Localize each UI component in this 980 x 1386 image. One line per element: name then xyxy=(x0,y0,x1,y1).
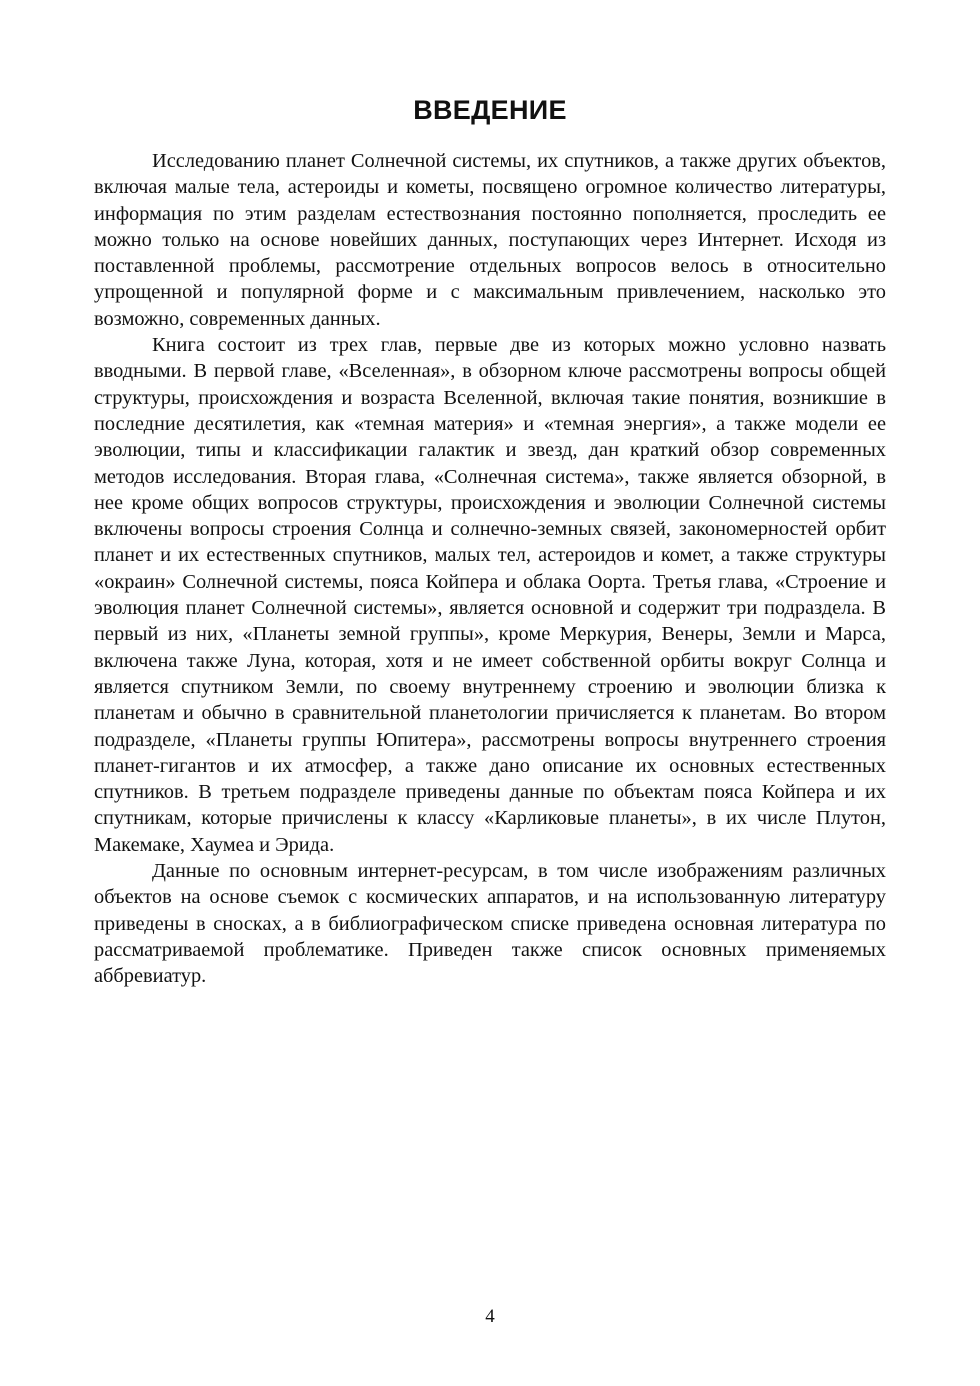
body-text xyxy=(94,148,886,990)
page-number: 4 xyxy=(485,1306,495,1327)
paragraph-intro: Исследованию планет Солнечной системы, их спутников, а также других объектов, включая малые тела, астероиды и кометы, посвящено огромное количество литературы, информация по этим разделам естествознания постоянно пополняется, проследить ее можно только на основе новейших данных, поступающих через Интернет. Исходя из поставленной проблемы, рассмотрение отдельных вопросов велось в относительно упрощенной и популярной форме и с максимальным привлечением, насколько это возможно, современных данных. xyxy=(94,150,886,330)
paragraph-book-structure: Книга состоит из трех глав, первые две из которых можно условно назвать вводными. В первой главе, «Вселенная», в обзорном ключе рассмотрены вопросы общей структуры, происхождения и возраста Вселенной, включая такие понятия, возникшие в последние десятилетия, как «темная материя» и «темная энергия», а также модели ее эволюции, типы и классификации галактик и звезд, дан краткий обзор современных методов исследования. Вторая глава, «Солнечная система», также является обзорной, в нее кроме общих вопросов структуры, происхождения и эволюции Солнечной системы включены вопросы строения Солнца и солнечно-земных связей, закономерностей орбит планет и их естественных спутников, малых тел, астероидов и комет, а также структуры «окраин» Солнечной системы, пояса Койпера и облака Оорта. Третья глава, «Строение и эволюция планет Солнечной системы», является основной и содержит три подраздела. В первый из них, «Планеты земной группы», кроме Меркурия, Венеры, Земли и Марса, включена также Луна, которая, хотя и не имеет собственной орбиты вокруг Солнца и является спутником Земли, по своему внутреннему строению и эволюции близка к планетам и обычно в сравнительной планетологии причисляется к планетам. Во втором подразделе, «Планеты группы Юпитера», рассмотрены вопросы внутреннего строения планет-гигантов и их атмосфер, а также дано описание их основных естественных спутников. В третьем подразделе приведены данные по объектам пояса Койпера и их спутникам, которые причислены к классу «Карликовые планеты», в их числе Плутон, Макемаке, Хаумеа и Эрида. xyxy=(94,334,886,856)
paragraph-sources: Данные по основным интернет-ресурсам, в том числе изображениям различных объектов на основе съемок с космических аппаратов, и на использованную литературу приведены в сносках, а в библиографическом списке приведена основная литература по рассматриваемой проблематике. Приведен также список основных применяемых аббревиатур. xyxy=(94,860,886,988)
page-title: ВВЕДЕНИЕ xyxy=(413,95,567,125)
